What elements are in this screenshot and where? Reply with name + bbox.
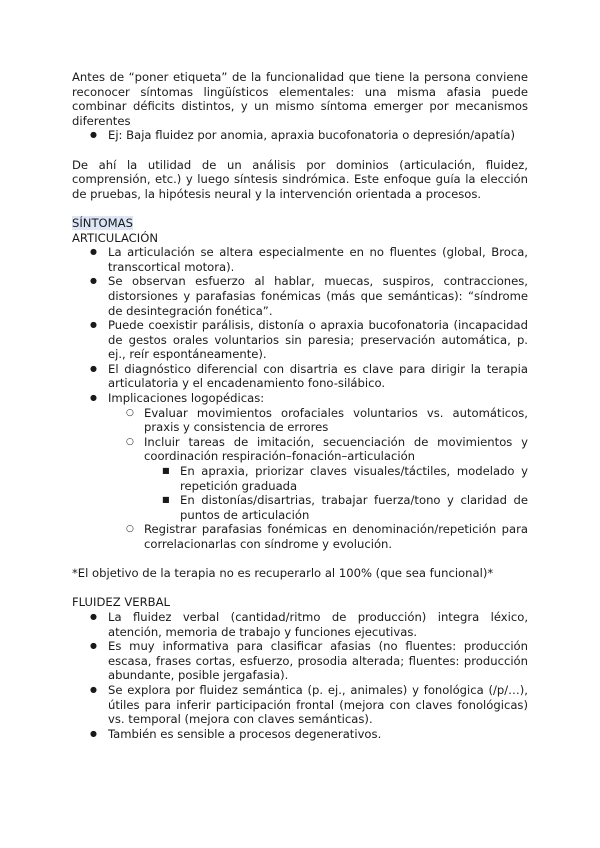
fluidez-list	[72, 610, 528, 741]
fluidez-heading: FLUIDEZ VERBAL	[72, 595, 170, 610]
list-item: ■ En distonías/disartrias, trabajar fuerza/tono y claridad de puntos de articulación	[144, 493, 528, 522]
section-title	[72, 216, 528, 231]
list-item: ● Se observan esfuerzo al hablar, muecas, suspiros, contracciones, distorsiones y parafasias fonémicas (más que semánticas): “síndrome de desintegración fonética”.	[72, 274, 528, 318]
sintomas-heading: SÍNTOMAS	[72, 215, 133, 230]
list-item: ● Puede coexistir parálisis, distonía o apraxia bucofonatoria (incapacidad de gestos orales voluntarios sin paresia; preservación automática, p. ej., reír espontáneamente).	[72, 318, 528, 362]
method-paragraph: De ahí la utilidad de un análisis por dominios (articulación, fluidez, comprensión, etc.) y luego síntesis sindrómica. Este enfoque guía la elección de pruebas, la hipótesis neural y la intervención orientada a procesos.	[72, 157, 528, 201]
articulacion-heading: ARTICULACIÓN	[72, 230, 158, 245]
articulacion-list	[72, 245, 528, 551]
list-item	[108, 435, 528, 523]
intro-paragraph: Antes de “poner etiqueta” de la funcionalidad que tiene la persona conviene reconocer síntomas lingüísticos elementales: una misma afasia puede combinar déficits distintos, y un mismo síntoma emerger por mecanismos diferentes	[72, 70, 528, 128]
list-item: ● Se explora por fluidez semántica (p. ej., animales) y fonológica (/p/…), útiles para inferir participación frontal (mejora con claves fonológicas) vs. temporal (mejora con claves semánticas).	[72, 683, 528, 727]
list-item: ● La fluidez verbal (cantidad/ritmo de producción) integra léxico, atención, memoria de trabajo y funciones ejecutivas.	[72, 610, 528, 639]
intro-example-list	[72, 128, 528, 143]
list-item-text: Incluir tareas de imitación, secuenciación de movimientos y coordinación respiración–fonación–articulación	[144, 434, 528, 464]
list-item: ○ Evaluar movimientos orofaciales voluntarios vs. automáticos, praxis y consistencia de errores	[108, 406, 528, 435]
list-item: ■ En apraxia, priorizar claves visuales/táctiles, modelado y repetición graduada	[144, 464, 528, 493]
implicaciones-label: Implicaciones logopédicas:	[108, 391, 265, 406]
list-item: ● El diagnóstico diferencial con disartria es clave para dirigir la terapia articulatoria y el encadenamiento fono-silábico.	[72, 362, 528, 391]
implicaciones-list	[108, 406, 528, 552]
sub-implicaciones-list	[144, 464, 528, 522]
list-item: ● La articulación se altera especialmente en no fluentes (global, Broca, transcortical motora).	[72, 245, 528, 274]
list-item: ● Ej: Baja fluidez por anomia, apraxia bucofonatoria o depresión/apatía)	[72, 128, 528, 143]
list-item: ○ Registrar parafasias fonémicas en denominación/repetición para correlacionarlas con síndrome y evolución.	[108, 522, 528, 551]
list-item: ● También es sensible a procesos degenerativos.	[72, 727, 528, 742]
document-page	[72, 70, 528, 741]
list-item: ● Es muy informativa para clasificar afasias (no fluentes: producción escasa, frases cortas, esfuerzo, prosodia alterada; fluentes: producción abundante, posible jergafasia).	[72, 639, 528, 683]
list-item	[72, 391, 528, 552]
therapy-quote: *El objetivo de la terapia no es recuperarlo al 100% (que sea funcional)*	[72, 566, 494, 581]
